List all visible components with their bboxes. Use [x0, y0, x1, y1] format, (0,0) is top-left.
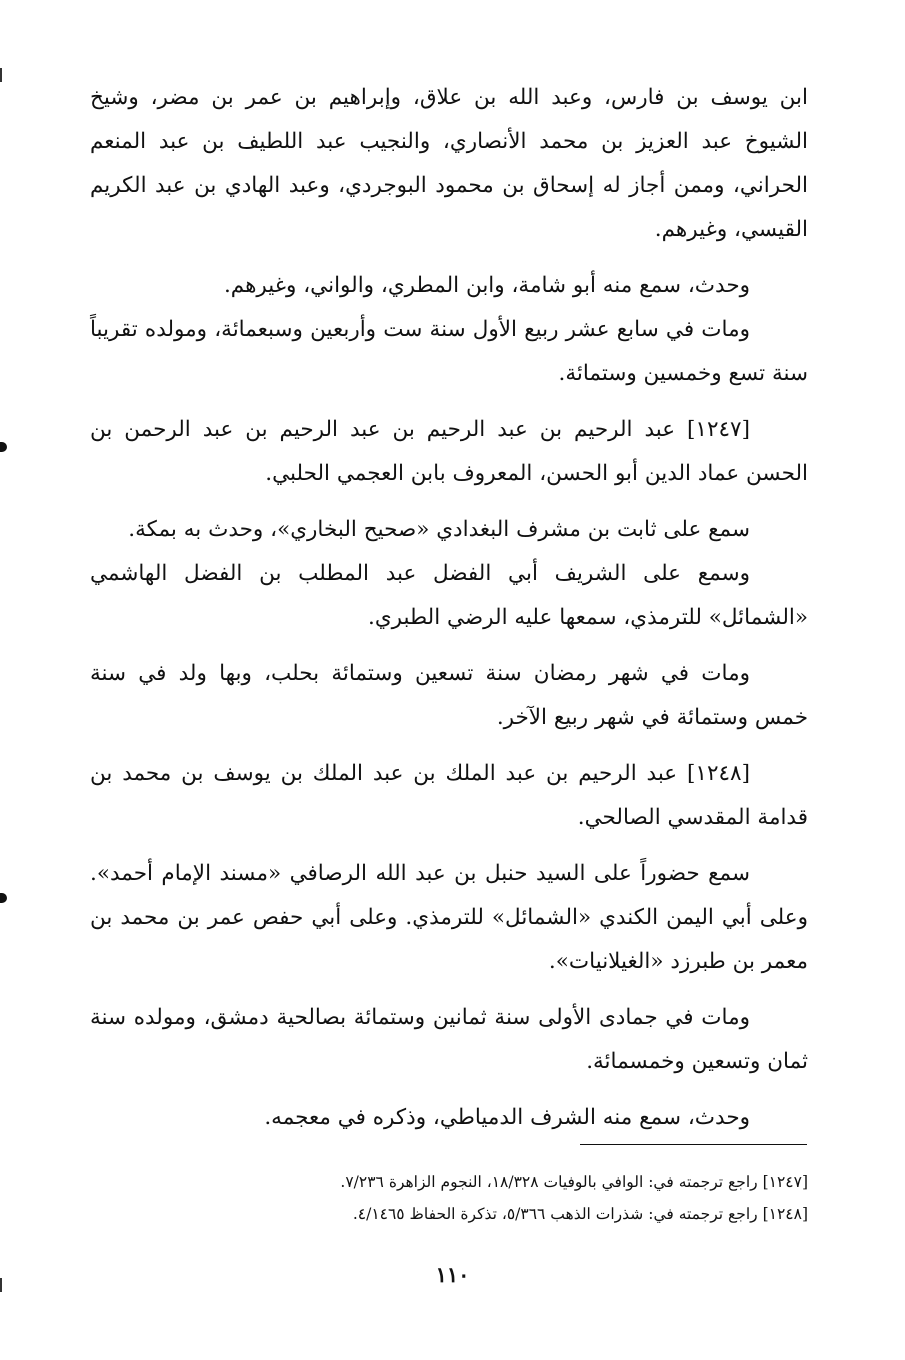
paragraph-text: سمع على ثابت بن مشرف البغدادي «صحيح البخاري»، وحدث به بمكة. — [128, 517, 750, 542]
paragraph-text: ومات في شهر رمضان سنة تسعين وستمائة بحلب، وبها ولد في سنة خمس وستمائة في شهر ربيع الآخر. — [90, 661, 808, 730]
entry-number: [١٢٤٨] — [687, 761, 750, 786]
paragraph-text: سمع حضوراً على السيد حنبل بن عبد الله الرصافي «مسند الإمام أحمد». وعلى أبي اليمن الكندي «الشمائل» للترمذي. وعلى أبي حفص عمر بن محمد بن معمر بن طبرزد «الغيلانيات». — [90, 861, 808, 974]
scan-edge-mark — [0, 68, 2, 82]
main-text — [90, 76, 808, 1140]
paragraph-text: وسمع على الشريف أبي الفضل عبد المطلب بن الفضل الهاشمي «الشمائل» للترمذي، سمعها عليه الرضي الطبري. — [90, 561, 808, 630]
paragraph-text: ابن يوسف بن فارس، وعبد الله بن علاق، وإبراهيم بن عمر بن مضر، وشيخ الشيوخ عبد العزيز بن محمد الأنصاري، والنجيب عبد اللطيف بن عبد المنعم الحراني، وممن أجاز له إسحاق بن محمود البوجردي، وعبد الهادي بن عبد الكريم القيسي، وغيرهم. — [90, 85, 808, 242]
paragraph — [90, 996, 808, 1084]
paragraph — [90, 1096, 808, 1140]
paragraph — [90, 508, 808, 552]
entry-number: [١٢٤٧] — [687, 417, 750, 442]
paragraph — [90, 852, 808, 984]
paragraph — [90, 264, 808, 308]
page-number: ١١٠ — [435, 1262, 470, 1287]
paragraph — [90, 652, 808, 740]
entry-heading — [90, 408, 808, 496]
scan-edge-mark — [0, 442, 7, 452]
paragraph — [90, 76, 808, 252]
footnote-divider — [580, 1144, 807, 1145]
paragraph-text: ومات في سابع عشر ربيع الأول سنة ست وأربعين وسبعمائة، ومولده تقريباً سنة تسع وخمسين وستمائة. — [90, 317, 808, 386]
footnotes — [90, 1166, 808, 1230]
paragraph — [90, 552, 808, 640]
paragraph-text: ومات في جمادى الأولى سنة ثمانين وستمائة بصالحية دمشق، ومولده سنة ثمان وتسعين وخمسمائة. — [90, 1005, 808, 1074]
footnote: [١٢٤٧] راجع ترجمته في: الوافي بالوفيات ١٨/٣٢٨، النجوم الزاهرة ٧/٢٣٦. — [340, 1173, 808, 1191]
footnote: [١٢٤٨] راجع ترجمته في: شذرات الذهب ٥/٣٦٦، تذكرة الحفاظ ٤/١٤٦٥. — [352, 1205, 808, 1223]
paragraph-text: وحدث، سمع منه أبو شامة، وابن المطري، والواني، وغيرهم. — [223, 273, 750, 298]
scan-edge-mark — [0, 893, 7, 903]
entry-title-text: عبد الرحيم بن عبد الملك بن عبد الملك بن يوسف بن محمد بن قدامة المقدسي الصالحي. — [90, 761, 808, 830]
entry-title-text: عبد الرحيم بن عبد الرحيم بن عبد الرحيم بن عبد الرحمن بن الحسن عماد الدين أبو الحسن، المعروف بابن العجمي الحلبي. — [90, 417, 808, 486]
paragraph — [90, 308, 808, 396]
paragraph-text: وحدث، سمع منه الشرف الدمياطي، وذكره في معجمه. — [264, 1105, 750, 1130]
entry-heading — [90, 752, 808, 840]
